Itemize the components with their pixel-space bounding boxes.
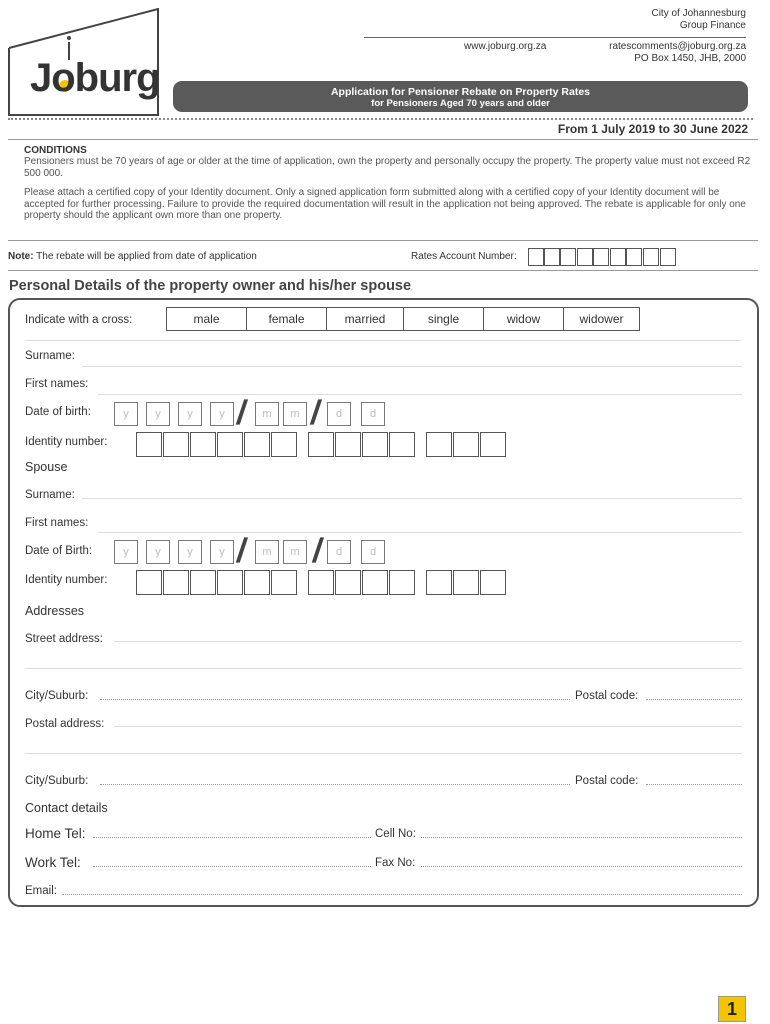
addresses-heading: Addresses <box>25 604 85 618</box>
dob-year-2[interactable]: y <box>146 402 170 426</box>
dob-month-1[interactable]: m <box>255 402 279 426</box>
id-digit-box[interactable] <box>163 432 189 457</box>
spouse-id-digit-box[interactable] <box>453 570 479 595</box>
banner-title: Application for Pensioner Rebate on Property Rates <box>330 86 591 98</box>
dob-year-4[interactable]: y <box>210 402 234 426</box>
dob-year-3[interactable]: y <box>178 402 202 426</box>
dob-day-2[interactable]: d <box>361 402 385 426</box>
dob-month-2[interactable]: m <box>283 402 307 426</box>
id-digit-box[interactable] <box>217 432 243 457</box>
city-suburb-label: City/Suburb: <box>25 690 89 702</box>
rule <box>98 532 742 533</box>
surname-field[interactable] <box>82 350 742 365</box>
contact-block <box>609 41 746 65</box>
spouse-dob-year-1[interactable]: y <box>114 540 138 564</box>
fax-no-label: Fax No: <box>375 857 416 869</box>
date-separator-icon: / <box>234 532 250 570</box>
spouse-id-digit-box[interactable] <box>389 570 415 595</box>
spouse-first-names-field[interactable] <box>98 517 742 532</box>
spouse-id-digit-box[interactable] <box>163 570 189 595</box>
home-tel-field[interactable] <box>93 837 371 838</box>
dob-day-1[interactable]: d <box>327 402 351 426</box>
id-digit-box[interactable] <box>362 432 388 457</box>
email-link[interactable]: ratescomments@joburg.org.za <box>609 41 746 52</box>
rule <box>25 340 741 341</box>
option-widower[interactable]: widower <box>563 307 640 331</box>
city-suburb-field-2[interactable] <box>100 784 570 785</box>
id-digit-box[interactable] <box>453 432 479 457</box>
spouse-dob-year-3[interactable]: y <box>178 540 202 564</box>
spouse-id-digit-box[interactable] <box>335 570 361 595</box>
org-line2: Group Finance <box>679 20 746 31</box>
spouse-surname-label: Surname: <box>25 489 75 501</box>
id-digit-box[interactable] <box>271 432 297 457</box>
dotted-divider <box>8 118 753 120</box>
cross-label: Indicate with a cross: <box>25 314 133 326</box>
spouse-id-digit-box[interactable] <box>217 570 243 595</box>
rule <box>114 641 742 642</box>
rates-cell[interactable] <box>544 248 560 266</box>
cell-no-field[interactable] <box>421 837 742 838</box>
option-married[interactable]: married <box>326 307 404 331</box>
option-widow[interactable]: widow <box>483 307 564 331</box>
spouse-id-digit-box[interactable] <box>480 570 506 595</box>
postal-code-label: Postal code: <box>575 690 639 702</box>
logo-text: Joburg <box>30 56 160 100</box>
org-block <box>651 8 746 32</box>
banner-subtitle: for Pensioners Aged 70 years and older <box>371 98 550 109</box>
rule <box>82 498 742 499</box>
id-digit-box[interactable] <box>190 432 216 457</box>
conditions-heading: CONDITIONS <box>24 145 87 156</box>
spouse-dob-year-4[interactable]: y <box>210 540 234 564</box>
first-names-label: First names: <box>25 378 89 390</box>
option-male[interactable]: male <box>166 307 247 331</box>
id-digit-box[interactable] <box>426 432 452 457</box>
work-tel-label: Work Tel: <box>25 855 81 870</box>
street-address-line2[interactable] <box>25 668 742 669</box>
date-separator-icon: / <box>310 532 326 570</box>
email-label: Email: <box>25 885 57 897</box>
date-separator-icon: / <box>308 394 324 432</box>
spouse-id-digit-box[interactable] <box>244 570 270 595</box>
rule <box>114 726 742 727</box>
postal-code-label-2: Postal code: <box>575 775 639 787</box>
title-banner <box>173 81 748 112</box>
rates-cell[interactable] <box>593 248 609 266</box>
spouse-id-digit-box[interactable] <box>308 570 334 595</box>
spouse-id-digit-box[interactable] <box>190 570 216 595</box>
postal-code-field[interactable] <box>646 699 742 700</box>
rates-cell[interactable] <box>626 248 642 266</box>
date-separator-icon: / <box>234 394 250 432</box>
id-digit-box[interactable] <box>335 432 361 457</box>
page-number-badge <box>718 996 746 1022</box>
rates-cell[interactable] <box>528 248 544 266</box>
home-tel-label: Home Tel: <box>25 826 86 841</box>
option-single[interactable]: single <box>403 307 484 331</box>
spouse-id-digit-box[interactable] <box>362 570 388 595</box>
spouse-dob-year-2[interactable]: y <box>146 540 170 564</box>
street-address-label: Street address: <box>25 633 103 645</box>
org-line1: City of Johannesburg <box>651 8 746 19</box>
spouse-id-digit-box[interactable] <box>426 570 452 595</box>
page-number: 1 <box>726 999 737 1019</box>
spouse-dob-label: Date of Birth: <box>25 545 93 557</box>
fax-no-field[interactable] <box>421 866 742 867</box>
id-label: Identity number: <box>25 436 108 448</box>
po-box: PO Box 1450, JHB, 2000 <box>634 53 746 64</box>
cell-no-label: Cell No: <box>375 828 416 840</box>
logo <box>8 8 160 116</box>
spouse-dob-day-2[interactable]: d <box>361 540 385 564</box>
rates-cell[interactable] <box>560 248 576 266</box>
spouse-dob-month-1[interactable]: m <box>255 540 279 564</box>
id-digit-box[interactable] <box>244 432 270 457</box>
period-text: From 1 July 2019 to 30 June 2022 <box>557 122 748 136</box>
spouse-first-names-label: First names: <box>25 517 89 529</box>
dob-label: Date of birth: <box>25 406 91 418</box>
spouse-dob-day-1[interactable]: d <box>327 540 351 564</box>
spouse-heading: Spouse <box>25 460 68 474</box>
surname-label: Surname: <box>25 350 75 362</box>
id-digit-box[interactable] <box>308 432 334 457</box>
work-tel-field[interactable] <box>93 866 371 867</box>
option-female[interactable]: female <box>246 307 327 331</box>
city-suburb-label-2: City/Suburb: <box>25 775 89 787</box>
spouse-id-label: Identity number: <box>25 574 108 586</box>
note-label: Note: <box>8 251 34 262</box>
rates-cell[interactable] <box>660 248 676 266</box>
rates-cell[interactable] <box>643 248 659 266</box>
section-title: Personal Details of the property owner and his/her spouse <box>9 278 412 294</box>
note <box>8 251 257 262</box>
spouse-id-digit-box[interactable] <box>271 570 297 595</box>
rates-cell[interactable] <box>610 248 626 266</box>
rule <box>8 240 758 241</box>
conditions-para1: Pensioners must be 70 years of age or older at the time of application, own the property and personally occupy the property. The property value must not exceed R2 500 000. <box>24 156 751 179</box>
rule <box>98 394 742 395</box>
conditions-para2: Please attach a certified copy of your Identity document. Only a signed application form submitted along with a certified copy of your Identity document will be accepted for further processing. Failure to provide the required documentation will result in the application not being approved. The rebate is applicable for only one property should the applicant own more than one property. <box>24 187 746 221</box>
id-digit-box[interactable] <box>136 432 162 457</box>
header-rule <box>364 37 746 38</box>
postal-address-line2[interactable] <box>25 753 742 754</box>
postal-address-label: Postal address: <box>25 718 105 730</box>
spouse-dob-month-2[interactable]: m <box>283 540 307 564</box>
postal-code-field-2[interactable] <box>646 784 742 785</box>
website-link[interactable]: www.joburg.org.za <box>464 41 547 52</box>
rates-account-label: Rates Account Number: <box>411 251 517 262</box>
rule <box>8 139 758 140</box>
spouse-id-digit-box[interactable] <box>136 570 162 595</box>
contact-heading: Contact details <box>25 801 108 815</box>
rule <box>8 270 758 271</box>
first-names-field[interactable] <box>98 378 742 393</box>
rates-cell[interactable] <box>577 248 593 266</box>
rule <box>82 366 742 367</box>
id-digit-box[interactable] <box>480 432 506 457</box>
id-digit-box[interactable] <box>389 432 415 457</box>
spouse-surname-field[interactable] <box>82 489 742 504</box>
note-text: The rebate will be applied from date of application <box>33 251 257 262</box>
dob-year-1[interactable]: y <box>114 402 138 426</box>
city-suburb-field[interactable] <box>100 699 570 700</box>
email-field[interactable] <box>62 894 742 895</box>
